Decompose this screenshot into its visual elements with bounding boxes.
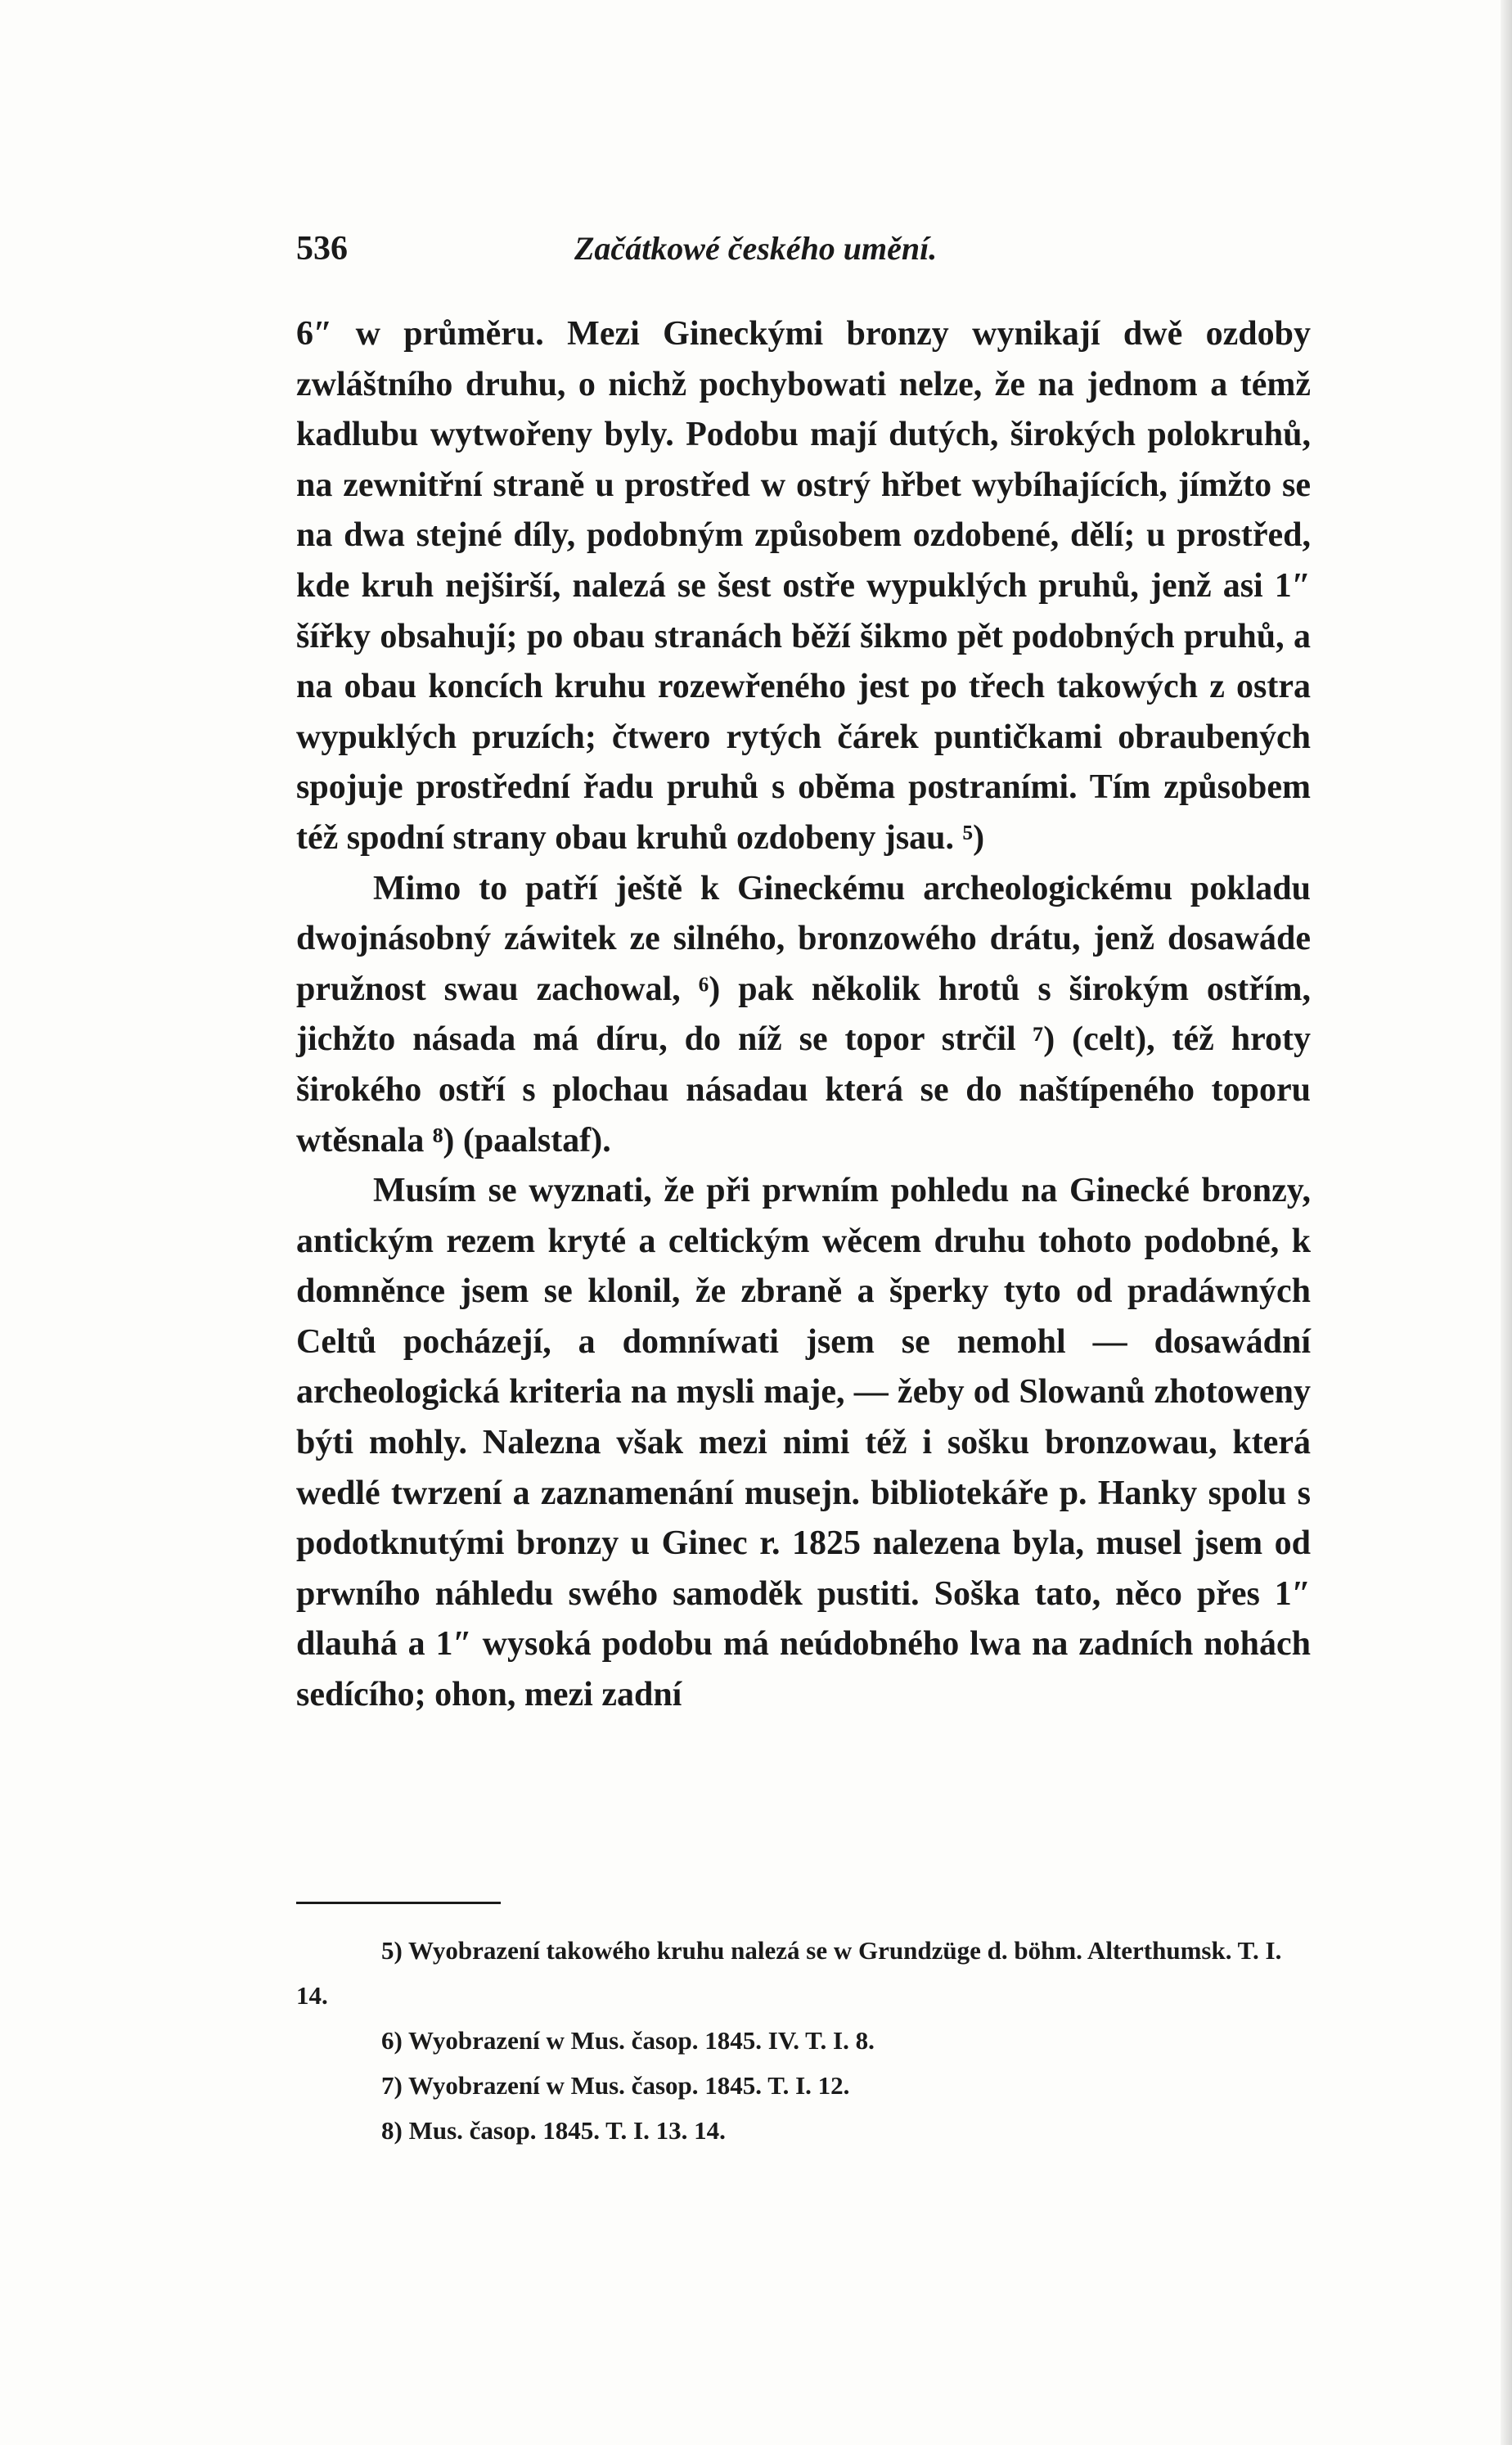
body-text (296, 309, 1311, 1721)
footnote-5: 5) Wyobrazení takowého kruhu nalezá se w Grundzüge d. böhm. Alterthumsk. T. I. 14. (296, 1936, 1282, 2010)
scan-edge (1501, 0, 1512, 2445)
running-title: Začátkowé českého umění. (574, 230, 938, 267)
footnotes (296, 1928, 1311, 2153)
page-header (296, 229, 1311, 278)
footnote-7: 7) Wyobrazení w Mus. časop. 1845. T. I. 12. (381, 2071, 850, 2100)
footnote-rule (296, 1902, 501, 1904)
page-number: 536 (296, 230, 348, 268)
paragraph-3: Musím se wyznati, že při prwním pohledu na Ginecké bronzy, antickým rezem kryté a celtickým wěcem druhu tohoto podobné, k domněnce jsem se klonil, že zbraně a šperky tyto od pradáwných Celtů pocházejí, a domníwati jsem se nemohl — dosawádní archeologická kriteria na mysli maje, — žeby od Slowanů zhotoweny býti mohly. Nalezna však mezi nimi též i sošku bronzowau, která wedlé twrzení a zaznamenání musejn. bibliotekáře p. Hanky spolu s podotknutými bronzy u Ginec r. 1825 nalezena byla, musel jsem od prwního náhledu swého samoděk pustiti. Soška tato, něco přes 1″ dlauhá a 1″ wysoká podobu má neúdobného lwa na zadních nohách sedícího; ohon, mezi zadní (296, 1172, 1311, 1714)
paragraph-1: 6″ w průměru. Mezi Gineckými bronzy wynikají dwě ozdoby zwláštního druhu, o nichž pochybowati nelze, že na jednom a témž kadlubu wytwořeny byly. Podobu mají dutých, širokých polokruhů, na zewnitřní straně u prostřed w ostrý hřbet wybíhajících, jímžto se na dwa stejné díly, podobným způsobem ozdobené, dělí; u prostřed, kde kruh nejširší, nalezá se šest ostře wypuklých pruhů, jenž asi 1″ šířky obsahují; po obau stranách běží šikmo pět podobných pruhů, a na obau koncích kruhu rozewřeného jest po třech takowých z ostra wypuklých pruzích; čtwero rytých čárek puntičkami obraubených spojuje prostřední řadu pruhů s oběma postraními. Tím způsobem též spodní strany obau kruhů ozdobeny jsau. ⁵) (296, 315, 1311, 857)
footnote-6: 6) Wyobrazení w Mus. časop. 1845. IV. T. I. 8. (381, 2026, 875, 2055)
footnote-8: 8) Mus. časop. 1845. T. I. 13. 14. (381, 2116, 726, 2145)
paragraph-2: Mimo to patří ještě k Gineckému archeologickému pokladu dwojnásobný záwitek ze silného, bronzowého drátu, jenž dosawáde pružnost swau zachowal, ⁶) pak několik hrotů s širokým ostřím, jichžto násada má díru, do níž se topor strčil ⁷) (celt), též hroty širokého ostří s plochau násadau která se do naštípeného toporu wtěsnala ⁸) (paalstaf). (296, 869, 1311, 1159)
